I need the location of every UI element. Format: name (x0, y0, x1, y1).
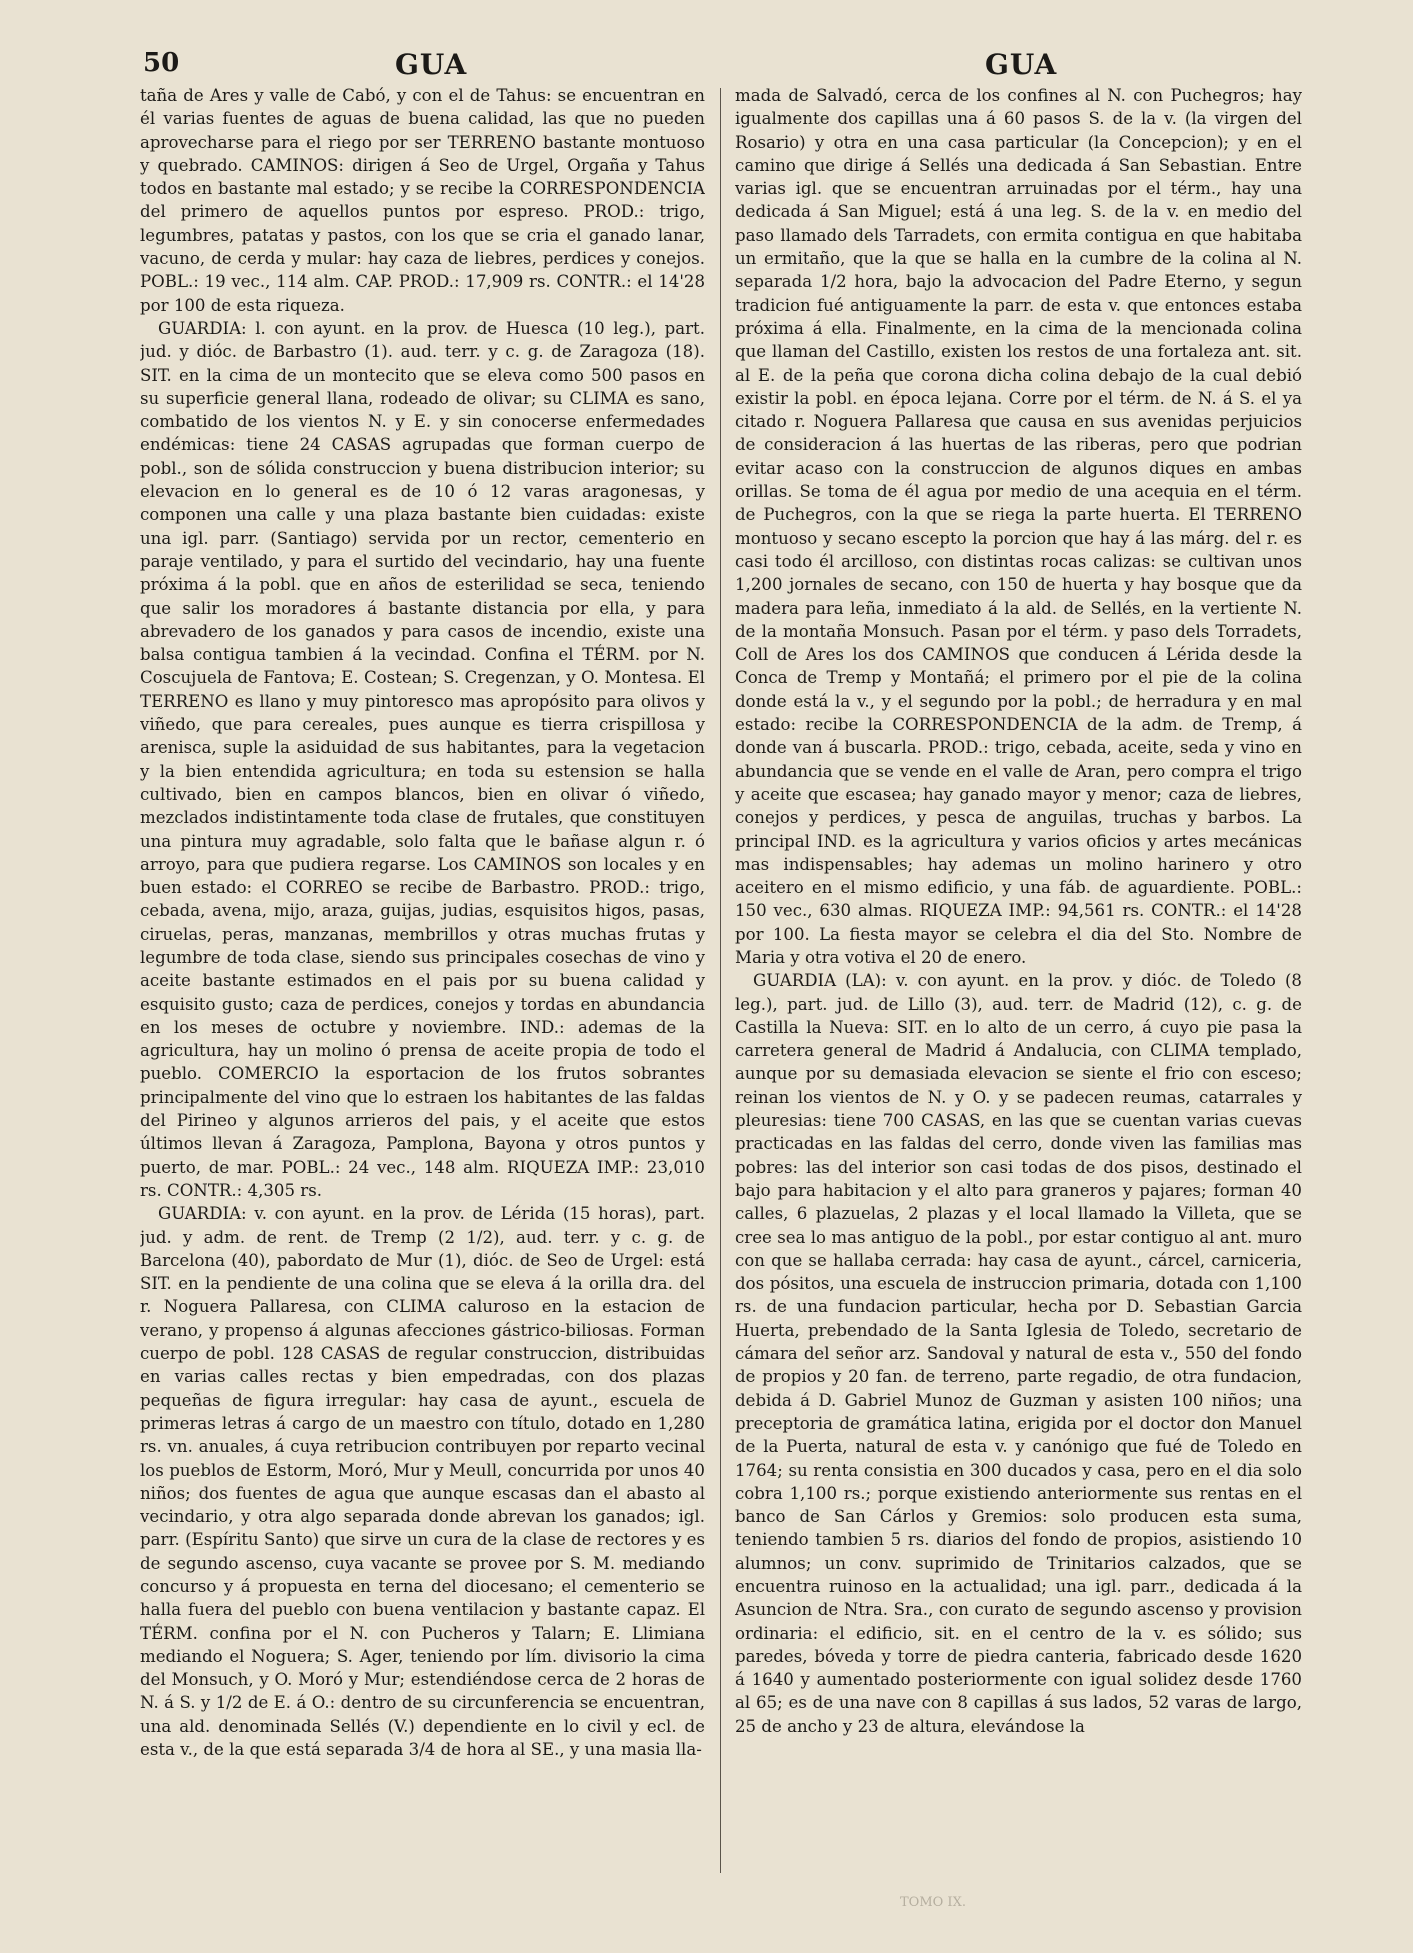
entry-guardia-huesca: GUARDIA: l. con ayunt. en la prov. de Huesca (10 leg.), part. jud. y dióc. de Barbastro (1). aud. terr. y c. g. de Zaragoza (18). SIT. en la cima de un montecito que se eleva como 500 pasos en su superficie general llana, rodeado de olivar; su CLIMA es sano, combatido de los vientos N. y E. y sin conocerse enfermedades endémicas: tiene 24 CASAS agrupadas que forman cuerpo de pobl., son de sólida construccion y buena distribucion interior; su elevacion en lo general es de 10 ó 12 varas aragonesas, y componen una calle y una plaza bastante bien cuidadas: existe una igl. parr. (Santiago) servida por un rector, cementerio en paraje ventilado, y para el surtido del vecindario, hay una fuente próxima á la pobl. que en años de esterilidad se seca, teniendo que salir los moradores á bastante distancia por ella, y para abrevadero de los ganados y para casos de incendio, existe una balsa contigua tambien á la vecindad. Confina el TÉRM. por N. Coscujuela de Fantova; E. Costean; S. Cregenzan, y O. Montesa. El TERRENO es llano y muy pintoresco mas apropósito para olivos y viñedo, que para cereales, pues aunque es tierra crispillosa y arenisca, suple la asiduidad de sus habitantes, para la vegetacion y la bien entendida agricultura; en toda su estension se halla cultivado, bien en campos blancos, bien en olivar ó viñedo, mezclados indistintamente toda clase de frutales, que constituyen una pintura muy agradable, solo falta que le bañase algun r. ó arroyo, para que pudiera regarse. Los CAMINOS son locales y en buen estado: el CORREO se recibe de Barbastro. PROD.: trigo, cebada, avena, mijo, araza, guijas, judias, esquisitos higos, pasas, ciruelas, peras, manzanas, membrillos y otras muchas frutas y legumbre de toda clase, siendo sus principales cosechas de vino y aceite bastante estimados en el pais por su buena calidad y esquisito gusto; caza de perdices, conejos y tordas en abundancia en los meses de octubre y noviembre. IND.: ademas de la agricultura, hay un molino ó prensa de aceite propia de todo el pueblo. COMERCIO la esportacion de los frutos sobrantes principalmente del vino que lo estraen los habitantes de las faldas del Pirineo y algunos arrieros del pais, y el aceite que estos últimos llevan á Zaragoza, Pamplona, Bayona y otros puntos y puerto, de mar. POBL.: 24 vec., 148 alm. RIQUEZA IMP.: 23,010 rs. CONTR.: 4,305 rs. (140, 318, 705, 1200)
running-head-left: GUA (395, 48, 468, 81)
entry-guardia-la-toledo: GUARDIA (LA): v. con ayunt. en la prov. y dióc. de Toledo (8 leg.), part. jud. de Lillo (3), aud. terr. de Madrid (12), c. g. de Castilla la Nueva: SIT. en lo alto de un cerro, á cuyo pie pasa la carretera general de Madrid á Andalucia, con CLIMA templado, aunque por su demasiada elevacion se siente el frio con esceso; reinan los vientos de N. y O. y se padecen reumas, catarrales y pleuresias: tiene 700 CASAS, en las que se cuentan varias cuevas practicadas en las faldas del cerro, donde viven las familias mas pobres: las del interior son casi todas de dos pisos, destinado el bajo para habitacion y el alto para graneros y pajares; forman 40 calles, 6 plazuelas, 2 plazas y el local llamado la Villeta, que se cree sea lo mas antiguo de la pobl., por estar contiguo al ant. muro con que se hallaba cerrada: hay casa de ayunt., cárcel, carniceria, dos pósitos, una escuela de instruccion primaria, dotada con 1,100 rs. de una fundacion particular, hecha por D. Sebastian Garcia Huerta, prebendado de la Santa Iglesia de Toledo, secretario de cámara del señor arz. Sandoval y natural de esta v., 550 del fondo de propios y 20 fan. de terreno, parte regadio, de otra fundacion, debida á D. Gabriel Munoz de Guzman y asisten 100 niños; una preceptoria de gramática latina, erigida por el doctor don Manuel de la Puerta, natural de esta v. y canónigo que fué de Toledo en 1764; su renta consistia en 300 ducados y casa, pero en el dia solo cobra 1,100 rs.; porque existiendo anteriormente sus rentas en el banco de San Cárlos y Gremios: solo producen esta suma, teniendo tambien 5 rs. diarios del fondo de propios, asistiendo 10 alumnos; un conv. suprimido de Trinitarios calzados, que se encuentra ruinoso en la actualidad; una igl. parr., dedicada á la Asuncion de Ntra. Sra., con curato de segundo ascenso y provision ordinaria: el edificio, sit. en el centro de la v. es sólido; sus paredes, bóveda y torre de piedra canteria, fabricado desde 1620 á 1640 y aumentado posteriormente con igual solidez desde 1760 al 65; es de una nave con 8 capillas á sus lados, 52 varas de largo, 25 de ancho y 23 de altura, elevándose la (735, 971, 1302, 1736)
column-divider (720, 88, 721, 1873)
running-head-right: GUA (985, 48, 1058, 81)
page-header (0, 48, 1413, 84)
right-column (735, 84, 1302, 1874)
paragraph-continued-right: mada de Salvadó, cerca de los confines al N. con Puchegros; hay igualmente dos capillas una á 60 pasos S. de la v. (la virgen del Rosario) y otra en una casa particular (la Concepcion); y en el camino que dirige á Sellés una dedicada á San Sebastian. Entre varias igl. que se encuentran arruinadas por el térm., hay una dedicada á San Miguel; está á una leg. S. de la v. en medio del paso llamado dels Tarradets, con ermita contigua en que habitaba un ermitaño, que la que se halla en la cumbre de la colina al N. separada 1/2 hora, bajo la advocacion del Padre Eterno, y segun tradicion fué antiguamente la parr. de esta v. que entonces estaba próxima á ella. Finalmente, en la cima de la mencionada colina que llaman del Castillo, existen los restos de una fortaleza ant. sit. al E. de la peña que corona dicha colina debajo de la cual debió existir la pobl. en época lejana. Corre por el térm. de N. á S. el ya citado r. Noguera Pallaresa que causa en sus avenidas perjuicios de consideracion á las huertas de las riberas, pero que podrian evitar acaso con la construccion de algunos diques en ambas orillas. Se toma de él agua por medio de una acequia en el térm. de Puchegros, con la que se riega la parte huerta. El TERRENO montuoso y secano escepto la porcion que hay á las márg. del r. es casi todo él arcilloso, con distintas rocas calizas: se cultivan unos 1,200 jornales de secano, con 150 de huerta y hay bosque que da madera para leña, inmediato á la ald. de Sellés, en la vertiente N. de la montaña Monsuch. Pasan por el térm. y paso dels Torradets, Coll de Ares los dos CAMINOS que conducen á Lérida desde la Conca de Tremp y Montañá; el primero por el pie de la colina donde está la v., y el segundo por la pobl.; de herradura y en mal estado: recibe la CORRESPONDENCIA de la adm. de Tremp, á donde van á buscarla. PROD.: trigo, cebada, aceite, seda y vino en abundancia que se vende en el valle de Aran, pero compra el trigo y aceite que escasea; hay ganado mayor y menor; caza de liebres, conejos y perdices, y pesca de anguilas, truchas y barbos. La principal IND. es la agricultura y varios oficios y artes mecánicas mas indispensables; hay ademas un molino harinero y otro aceitero en el mismo edificio, y una fáb. de aguardiente. POBL.: 150 vec., 630 almas. RIQUEZA IMP.: 94,561 rs. CONTR.: el 14'28 por 100. La fiesta mayor se celebra el dia del Sto. Nombre de Maria y otra votiva el 20 de enero. (735, 86, 1302, 967)
paragraph-continued: taña de Ares y valle de Cabó, y con el de Tahus: se encuentran en él varias fuentes de aguas de buena calidad, las que no pueden aprovecharse para el riego por ser TERRENO bastante montuoso y quebrado. CAMINOS: dirigen á Seo de Urgel, Orgaña y Tahus todos en bastante mal estado; y se recibe la CORRESPONDENCIA del primero de aquellos puntos por espreso. PROD.: trigo, legumbres, patatas y pastos, con los que se cria el ganado lanar, vacuno, de cerda y mular: hay caza de liebres, perdices y conejos. POBL.: 19 vec., 114 alm. CAP. PROD.: 17,909 rs. CONTR.: el 14'28 por 100 de esta riqueza. (140, 86, 705, 315)
bleed-through-text: TOMO IX. (900, 1895, 966, 1910)
left-column (140, 84, 705, 1874)
page-number: 50 (143, 48, 180, 78)
entry-guardia-lerida: GUARDIA: v. con ayunt. en la prov. de Lérida (15 horas), part. jud. y adm. de rent. de Tremp (2 1/2), aud. terr. y c. g. de Barcelona (40), pabordato de Mur (1), dióc. de Seo de Urgel: está SIT. en la pendiente de una colina que se eleva á la orilla dra. del r. Noguera Pallaresa, con CLIMA caluroso en la estacion de verano, y propenso á algunas afecciones gástrico-biliosas. Forman cuerpo de pobl. 128 CASAS de regular construccion, distribuidas en varias calles rectas y bien empedradas, con dos plazas pequeñas de figura irregular: hay casa de ayunt., escuela de primeras letras á cargo de un maestro con título, dotado en 1,280 rs. vn. anuales, á cuya retribucion contribuyen por reparto vecinal los pueblos de Estorm, Moró, Mur y Meull, concurrida por unos 40 niños; dos fuentes de agua que aunque escasas dan el abasto al vecindario, y otra algo separada donde abrevan los ganados; igl. parr. (Espíritu Santo) que sirve un cura de la clase de rectores y es de segundo ascenso, cuya vacante se provee por S. M. mediando concurso y á propuesta en terna del diocesano; el cementerio se halla fuera del pueblo con buena ventilacion y bastante capaz. El TÉRM. confina por el N. con Pucheros y Talarn; E. Llimiana mediando el Noguera; S. Ager, teniendo por lím. divisorio la cima del Monsuch, y O. Moró y Mur; estendiéndose cerca de 2 horas de N. á S. y 1/2 de E. á O.: dentro de su circunferencia se encuentran, una ald. denominada Sellés (V.) dependiente en lo civil y ecl. de esta v., de la que está separada 3/4 de hora al SE., y una masia lla- (140, 1204, 705, 1760)
